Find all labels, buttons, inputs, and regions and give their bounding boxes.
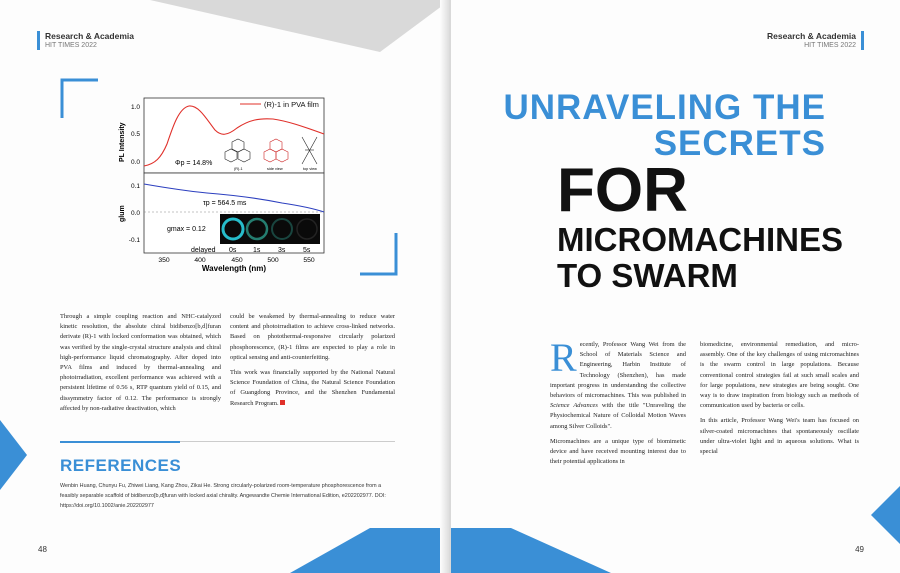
issue-name: HIT TIMES 2022 [804,42,856,49]
xtick: 350 [158,257,170,264]
decorative-right-triangle [871,485,900,545]
running-header-right [767,31,864,50]
headline-line: TO SWARM [557,257,738,294]
xtick: 550 [303,257,315,264]
references-heading: REFERENCES [60,456,182,475]
intro-text: ecently, Professor Wang Wei from the School of Materials Science and Engineering, Harbin Institute of Technology (Shenzhen), has made important progress in understanding the collective behaviors of micromachines. This was published in [550,341,686,400]
right-col1-paragraph-2: Micromachines are a unique type of biomimetic device and have received mounting interest due to their potential applications in [550,437,686,466]
pl-glum-figure [107,92,332,274]
headline-line: MICROMACHINES [557,221,843,258]
section-name: Research & Academia [767,31,856,41]
time-label: 1s [253,247,261,254]
headline-for: FOR [557,156,688,225]
references-divider-gray [180,441,395,442]
page-number-right: 49 [855,545,864,554]
xtick: 500 [267,257,279,264]
phi-label: Φp = 14.8% [175,160,213,167]
section-name: Research & Academia [45,31,134,41]
headline-black [557,222,843,294]
journal-name: Science Advances [550,402,598,410]
decorative-bottom-shape-right [451,528,611,573]
bottom-ytick: 0.0 [130,210,140,217]
issue-name: HIT TIMES 2022 [45,42,97,49]
time-label: 3s [278,247,286,254]
left-col2-paragraph-funding [230,368,395,409]
funding-text: This work was financially supported by the National Natural Science Foundation of China, the Natural Science Foundation of Guangdong Province, and the Shenzhen Fundamental Research Program. [230,369,395,407]
decorative-top-wedge [150,0,449,55]
bottom-ylabel: glum [119,205,126,222]
left-column-2 [230,312,395,414]
running-header [37,31,134,50]
top-ytick: 0.5 [130,131,140,138]
xtick: 400 [194,257,206,264]
decorative-left-triangle [0,420,30,490]
right-col2-paragraph: biomedicine, environmental remediation, and micro-assembly. One of the key challenges of using micromachines is the swarm control in large populations. Because conventional control strategies fail at such small scales and for large populations, new strategies are being sought. One way is to draw inspiration from biology such as methods of communication used by bacteria or cells. [700,341,859,410]
xlabel: Wavelength (nm) [201,264,267,273]
drop-cap: R [550,335,577,380]
left-col1-paragraph: Through a simple coupling reaction and NHC-catalyzed kinetic resolution, the absolute chiral bidibenzo[b,d]furan derivate (R)-1 with locked conformation was obtained, which was verified by the single-crystal structure analysis and chiral high-performance liquid chromatography. After doped into PVA films and induced by thermal-annealing and photoirradiation, excellent performance was achieved with a persistent lifetime of 0.56 s, RTP quantum yield of 0.15, and dissymmetry factor of 0.12. The performance is strongly affected by non-radiative deactivation, which [60,313,221,412]
left-column-1 [60,312,221,419]
xtick: 450 [231,257,243,264]
bottom-ytick: -0.1 [128,237,140,244]
time-label: 5s [303,247,311,254]
delayed-label: delayed [191,247,216,254]
tau-label: τp = 564.5 ms [203,200,247,207]
headline-line: UNRAVELING THE [503,88,826,127]
references-divider [60,441,180,443]
struct-label: top view [303,167,317,171]
top-ytick: 1.0 [130,104,140,111]
intro-text-end: with the title "Unraveling the Physiochemical Nature of Colloidal Motion Waves among Silver Colloids". [550,402,686,430]
end-mark [280,400,285,405]
top-ytick: 0.0 [130,159,140,166]
gmax-label: gmax = 0.12 [167,226,206,233]
struct-label: side view [267,167,283,171]
headline-line: SECRETS [653,124,826,163]
right-col1-paragraph [550,335,686,432]
right-column-2 [700,340,859,462]
right-column-1 [550,335,686,472]
struct-label: (R)-1 [234,167,243,171]
top-ylabel: PL Intensity [119,122,126,162]
top-plot-frame [144,98,324,173]
decorative-bottom-shape [290,528,449,573]
headline-blue [503,90,826,162]
legend-label: (R)-1 in PVA film [264,100,319,109]
page-number-left: 48 [38,545,47,554]
bottom-ytick: 0.1 [130,183,140,190]
right-page [451,0,900,573]
left-col2-paragraph: could be weakened by thermal-annealing to reduce water content and photoirradiation to achieve cross-linked networks. Based on photothermal-responsive circularly polarized phosphorescence, (R)-1 films are expected to play a role in optical sensing and anti-counterfeiting. [230,313,395,361]
references-text: Wenbin Huang, Chunyu Fu, Zhiwei Liang, Kang Zhou, Zikai He. Strong circularly-polarized room-temperature phosphorescence from a feasibly separable scaffold of bidibenzo[b,d]furan with locked axial chirality. Angewandte Chemie International Edition, e202202977. DOI: https://doi.org/10.1002/anie.202202977 [60,483,386,509]
right-col2-paragraph-2: In this article, Professor Wang Wei's team has focused on silver-coated micromachines that spontaneously oscillate under ultra-violet light and in aqueous solutions. What is special [700,417,859,456]
left-page [0,0,449,573]
time-label: 0s [229,247,237,254]
